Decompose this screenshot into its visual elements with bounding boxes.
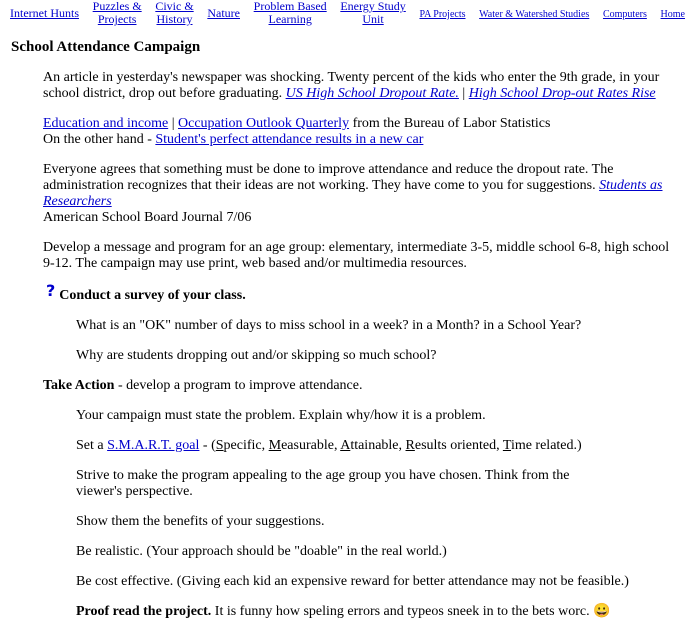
- text: Everyone agrees that something must be done to improve attendance and reduce the dropout rate. The administration recognizes that their ideas are not working. They have come to you for suggestions.: [43, 162, 614, 193]
- text: An article in yesterday's newspaper was shocking. Twenty percent of the kids who enter the 9th grade, in your school district, drop out before graduating.: [43, 70, 660, 101]
- text: It is funny how speling errors and typeos sneek in to the bets worc.: [211, 604, 594, 619]
- education-income-link[interactable]: Education and income: [43, 116, 169, 131]
- sep: |: [458, 86, 469, 101]
- heading: Take Action: [43, 378, 115, 393]
- nav-pa-projects[interactable]: PA Projects: [419, 9, 466, 20]
- smart-goal-item: [76, 438, 676, 454]
- action-item: Be realistic. (Your approach should be "doable" in the real world.): [76, 544, 447, 559]
- text: - develop a program to improve attendance.: [114, 378, 363, 393]
- nav-nature[interactable]: Nature: [207, 6, 240, 20]
- dropout-rate-link[interactable]: [286, 86, 459, 101]
- nav-home[interactable]: Home: [660, 9, 685, 20]
- page-title: School Attendance Campaign: [11, 39, 201, 55]
- nav-civic-history[interactable]: [155, 0, 193, 26]
- text: ime related.): [510, 438, 582, 453]
- occupation-outlook-link[interactable]: Occupation Outlook Quarterly: [178, 116, 350, 131]
- heading: Conduct a survey of your class.: [59, 288, 246, 303]
- nav-puzzles-projects[interactable]: [93, 0, 142, 26]
- nav-internet-hunts[interactable]: Internet Hunts: [10, 6, 79, 20]
- proofread-item: [76, 604, 676, 620]
- action-item: Show them the benefits of your suggestions.: [76, 514, 325, 529]
- nav-label: Projects: [97, 12, 137, 26]
- survey-item: What is an "OK" number of days to miss school in a week? in a Month? in a School Year?: [76, 318, 582, 333]
- action-item: Your campaign must state the problem. Explain why/how it is a problem.: [76, 408, 486, 423]
- nav-energy-study[interactable]: [340, 0, 405, 26]
- smart-goal-link[interactable]: S.M.A.R.T. goal: [107, 438, 200, 453]
- nav-label: Unit: [362, 12, 384, 26]
- sep: |: [168, 116, 178, 131]
- text: On the other hand -: [43, 132, 156, 147]
- bold-text: Proof read the project.: [76, 604, 212, 619]
- nav-problem-based-learning[interactable]: [254, 0, 327, 26]
- letter: A: [340, 438, 351, 453]
- smiley-icon: 😀: [593, 604, 611, 619]
- nav-label: Learning: [268, 12, 312, 26]
- text: from the Bureau of Labor Statistics: [349, 116, 551, 131]
- letter: R: [405, 438, 415, 453]
- nav-label: Puzzles &: [92, 0, 142, 13]
- letter: M: [268, 438, 282, 453]
- letter: S: [215, 438, 224, 453]
- intro-paragraph: [43, 70, 673, 102]
- nav-label: Energy Study: [340, 0, 406, 13]
- nav-label: History: [156, 12, 193, 26]
- text: Set a: [76, 438, 108, 453]
- text: esults oriented,: [414, 438, 503, 453]
- action-item: Be cost effective. (Giving each kid an expensive reward for better attendance may not be feasible.): [76, 574, 629, 589]
- links-paragraph: [43, 116, 673, 148]
- question-icon: ?: [46, 281, 56, 300]
- link-text: High School Drop-out Rates Rise: [468, 86, 656, 101]
- situation-paragraph: [43, 162, 673, 226]
- nav-label: Civic &: [155, 0, 194, 13]
- nav-label: Problem Based: [253, 0, 327, 13]
- text: pecific,: [223, 438, 269, 453]
- text: - (: [199, 438, 216, 453]
- text: easurable,: [281, 438, 341, 453]
- task-paragraph: Develop a message and program for an age group: elementary, intermediate 3-5, middle school 6-8, high school 9-12. The campaign may use print, web based and/or multimedia resources.: [43, 240, 670, 271]
- letter: T: [502, 438, 511, 453]
- text: ttainable,: [350, 438, 406, 453]
- source: American School Board Journal 7/06: [43, 210, 252, 225]
- nav-computers[interactable]: Computers: [602, 9, 647, 20]
- link-text: Students as Researchers: [43, 178, 663, 209]
- survey-heading: [46, 281, 676, 304]
- link-text: US High School Dropout Rate.: [285, 86, 459, 101]
- take-action: [43, 378, 673, 394]
- survey-item: Why are students dropping out and/or skipping so much school?: [76, 348, 437, 363]
- action-item: Strive to make the program appealing to the age group you have chosen. Think from the viewer's perspective.: [76, 468, 570, 499]
- top-nav: [0, 0, 691, 30]
- dropout-rise-link[interactable]: [469, 86, 656, 101]
- perfect-attendance-link[interactable]: Student's perfect attendance results in a new car: [155, 132, 424, 147]
- nav-water-watershed[interactable]: Water & Watershed Studies: [479, 9, 590, 20]
